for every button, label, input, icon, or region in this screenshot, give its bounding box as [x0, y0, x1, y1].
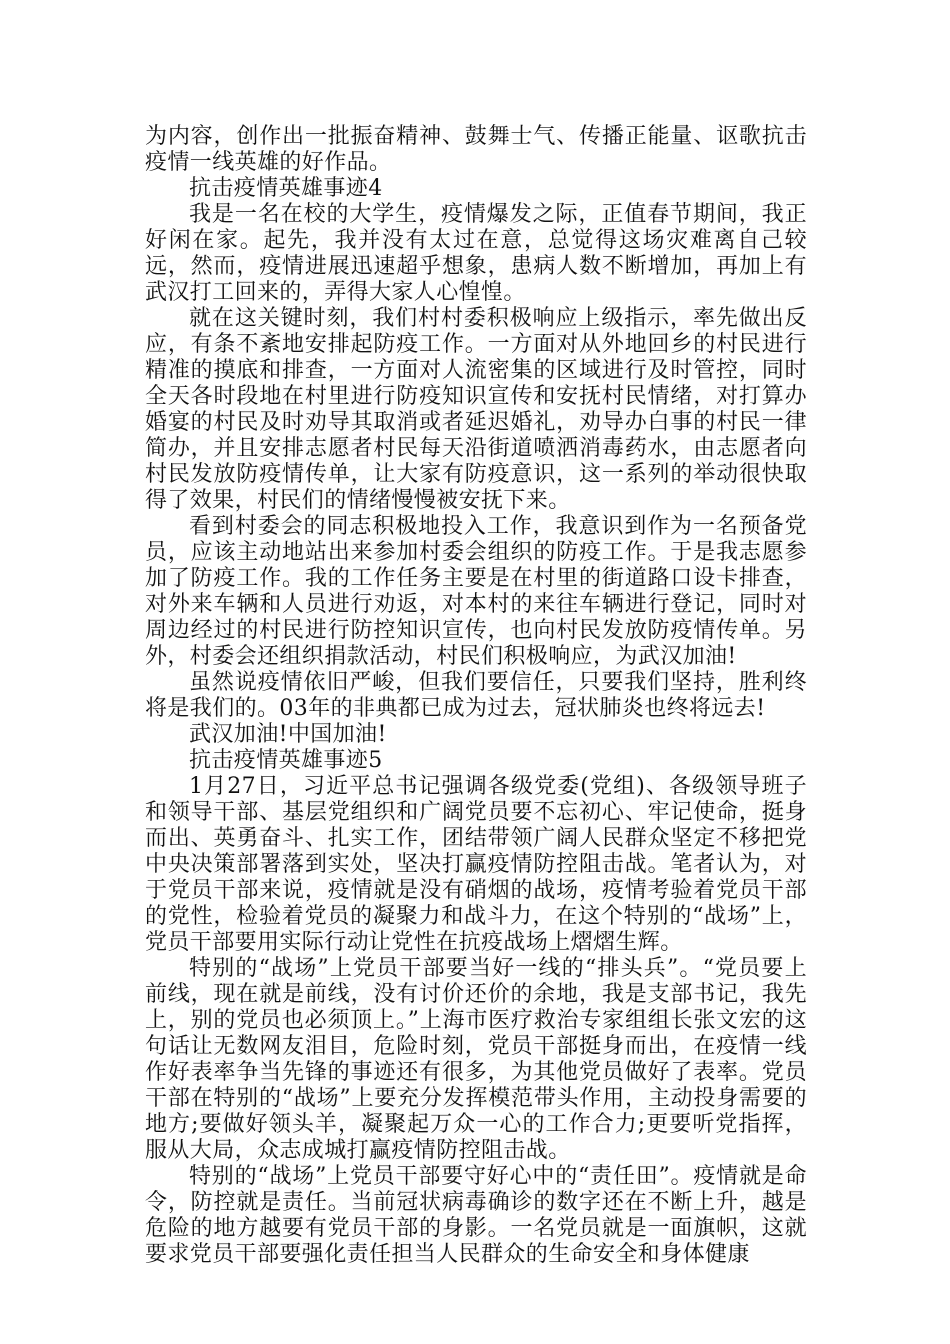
paragraph-10: 特别的“战场”上党员干部要当好一线的“排头兵”。“党员要上前线，现在就是前线，没有讨价还价的余地，我是支部书记，我先上，别的党员也必须顶上。”上海市医疗救治专家组组长张文宏的这句话让无数网友泪目，危险时刻，党员干部挺身而出，在疫情一线作好表率争当先锋的事迹还有很多，为其他党员做好了表率。党员干部在特别的“战场”上要充分发挥模范带头作用，主动投身需要的地方;要做好领头羊，凝聚起万众一心的工作合力;更要听党指挥，服从大局，众志成城打赢疫情防控阻击战。	[145, 956, 807, 1163]
paragraph-3: 我是一名在校的大学生，疫情爆发之际，正值春节期间，我正好闲在家。起先，我并没有太过在意，总觉得这场灾难离自己较远，然而，疫情进展迅速超乎想象，患病人数不断增加，再加上有武汉打工回来的，弄得大家人心惶惶。	[145, 202, 807, 305]
section-heading-4: 抗击疫情英雄事迹4	[189, 176, 383, 201]
paragraph-7: 武汉加油!中国加油!	[189, 722, 387, 747]
paragraph-11: 特别的“战场”上党员干部要守好心中的“责任田”。疫情就是命令，防控就是责任。当前冠状病毒确诊的数字还在不断上升，越是危险的地方越要有党员干部的身影。一名党员就是一面旗帜，这就要求党员干部要强化责任担当人民群众的生命安全和身体健康	[145, 1164, 807, 1267]
paragraph-9: 1月27日，习近平总书记强调各级党委(党组)、各级领导班子和领导干部、基层党组织和广阔党员要不忘初心、牢记使命，挺身而出、英勇奋斗、扎实工作，团结带领广阔人民群众坚定不移把党中央决策部署落到实处，坚决打赢疫情防控阻击战。笔者认为，对于党员干部来说，疫情就是没有硝烟的战场，疫情考验着党员干部的党性，检验着党员的凝聚力和战斗力，在这个特别的“战场”上，党员干部要用实际行动让党性在抗疫战场上熠熠生辉。	[145, 774, 807, 955]
document-page	[145, 124, 807, 1268]
paragraph-5: 看到村委会的同志积极地投入工作，我意识到作为一名预备党员，应该主动地站出来参加村委会组织的防疫工作。于是我志愿参加了防疫工作。我的工作任务主要是在村里的街道路口设卡排查，对外来车辆和人员进行劝返，对本村的来往车辆进行登记，同时对周边经过的村民进行防控知识宣传，也向村民发放防疫情传单。另外，村委会还组织捐款活动，村民们积极响应，为武汉加油!	[145, 514, 807, 669]
section-heading-5: 抗击疫情英雄事迹5	[189, 748, 383, 773]
paragraph-1: 为内容，创作出一批振奋精神、鼓舞士气、传播正能量、讴歌抗击疫情一线英雄的好作品。	[145, 124, 807, 175]
paragraph-4: 就在这关键时刻，我们村村委积极响应上级指示，率先做出反应，有条不紊地安排起防疫工作。一方面对从外地回乡的村民进行精准的摸底和排查，一方面对人流密集的区域进行及时管控，同时全天各时段地在村里进行防疫知识宣传和安抚村民情绪，对打算办婚宴的村民及时劝导其取消或者延迟婚礼，劝导办白事的村民一律简办，并且安排志愿者村民每天沿街道喷洒消毒药水，由志愿者向村民发放防疫情传单，让大家有防疫意识，这一系列的举动很快取得了效果，村民们的情绪慢慢被安抚下来。	[145, 306, 807, 513]
paragraph-6: 虽然说疫情依旧严峻，但我们要信任，只要我们坚持，胜利终将是我们的。03年的非典都已成为过去，冠状肺炎也终将远去!	[145, 670, 807, 721]
